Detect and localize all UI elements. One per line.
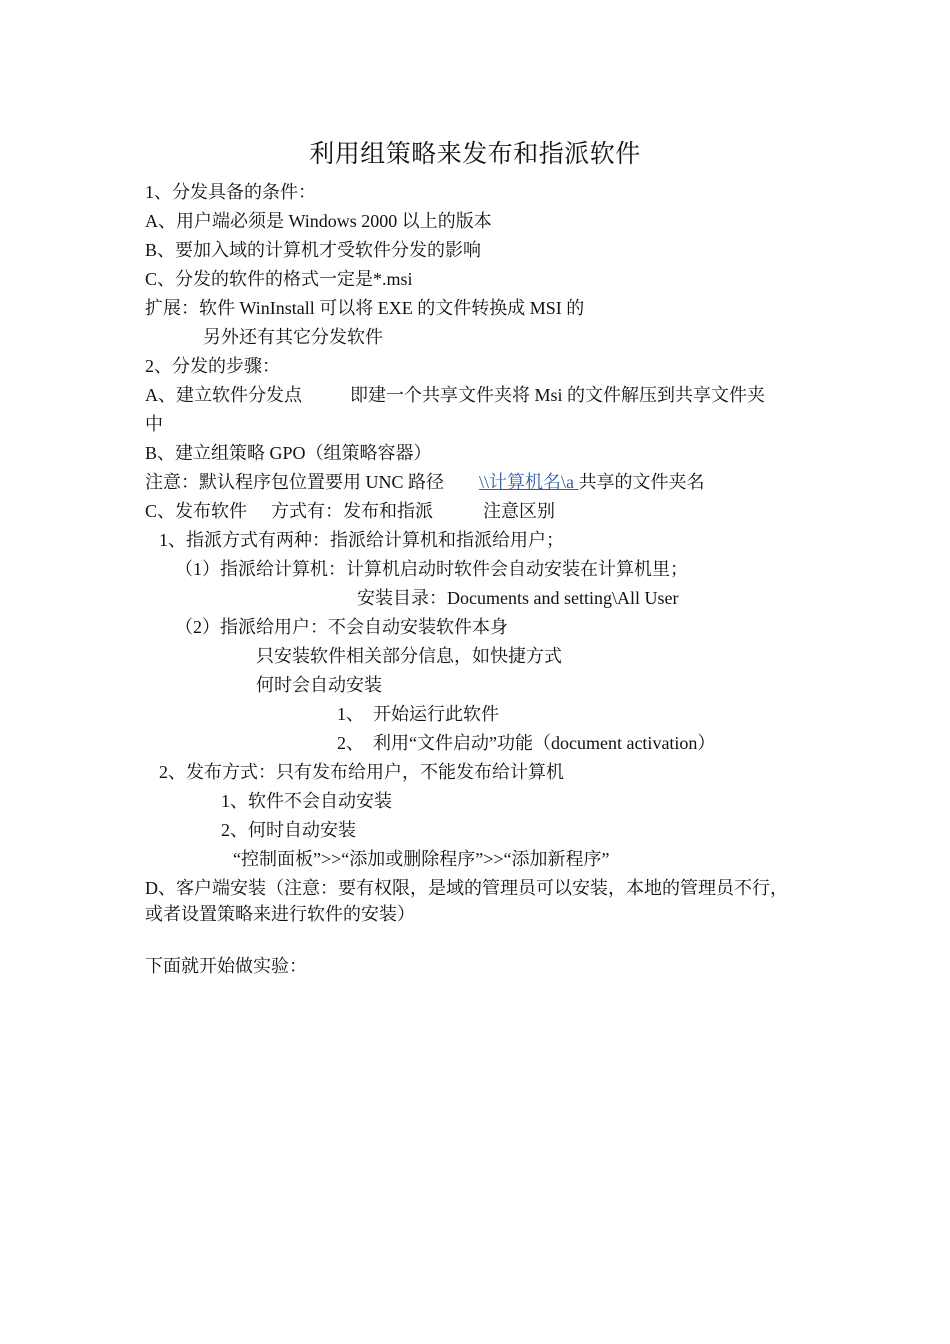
paragraph-start-experiment: 下面就开始做实验： <box>145 956 307 976</box>
unc-note-text: 注意：默认程序包位置要用 UNC 路径 <box>145 472 445 492</box>
paragraph-step-a <box>145 382 302 408</box>
paragraph-step-c-note: 注意区别 <box>483 501 555 521</box>
paragraph-assign-computer: （1）指派给计算机：计算机启动时软件会自动安装在计算机里； <box>175 559 688 579</box>
paragraph-publish-heading: 2、发布方式：只有发布给用户，不能发布给计算机 <box>159 762 564 782</box>
paragraph-when-install: 何时会自动安装 <box>256 675 382 695</box>
paragraph-steps-heading: 2、分发的步骤： <box>145 356 280 376</box>
step-a-description: 即建一个共享文件夹将 Msi 的文件解压到共享文件夹 <box>350 385 766 405</box>
paragraph-step-c-label: C、发布软件 <box>145 501 248 521</box>
paragraph-publish-item-1: 1、软件不会自动安装 <box>221 791 392 811</box>
unc-path-line <box>479 469 705 495</box>
unc-path-link[interactable]: \\计算机名\a <box>479 472 579 492</box>
paragraph-assign-user-info: 只安装软件相关部分信息，如快捷方式 <box>256 646 562 666</box>
paragraph-unc-note <box>145 469 444 495</box>
paragraph-when-item-1: 1、 开始运行此软件 <box>337 704 499 724</box>
paragraph-extension-other: 另外还有其它分发软件 <box>203 327 383 347</box>
paragraph-when-item-2: 2、 利用“文件启动”功能（document activation） <box>337 733 716 753</box>
paragraph-assign-user: （2）指派给用户：不会自动安装软件本身 <box>175 617 508 637</box>
paragraph-assign-heading: 1、指派方式有两种：指派给计算机和指派给用户； <box>159 530 564 550</box>
paragraph-conditions-heading: 1、分发具备的条件： <box>145 182 316 202</box>
unc-path-suffix: 共享的文件夹名 <box>578 472 705 492</box>
paragraph-step-c-methods: 方式有：发布和指派 <box>271 501 433 521</box>
document-title: 利用组策略来发布和指派软件 <box>309 141 641 168</box>
step-a-label: A、建立软件分发点 <box>145 385 302 405</box>
paragraph-step-d: D、客户端安装（注意：要有权限，是域的管理员可以安装，本地的管理员不行，或者设置策略来进行软件的安装） <box>145 878 788 924</box>
paragraph-condition-c: C、分发的软件的格式一定是*.msi <box>145 269 413 289</box>
paragraph-condition-b: B、要加入域的计算机才受软件分发的影响 <box>145 240 482 260</box>
paragraph-extension: 扩展：软件 WinInstall 可以将 EXE 的文件转换成 MSI 的 <box>145 298 585 318</box>
paragraph-condition-a: A、用户端必须是 Windows 2000 以上的版本 <box>145 211 492 231</box>
step-a-description-continued: 中 <box>145 414 163 434</box>
paragraph-install-directory: 安装目录：Documents and setting\All User <box>357 588 679 608</box>
paragraph-step-b: B、建立组策略 GPO（组策略容器） <box>145 443 432 463</box>
paragraph-control-panel-path: “控制面板”>>“添加或删除程序”>>“添加新程序” <box>233 849 610 869</box>
paragraph-publish-item-2: 2、何时自动安装 <box>221 820 356 840</box>
